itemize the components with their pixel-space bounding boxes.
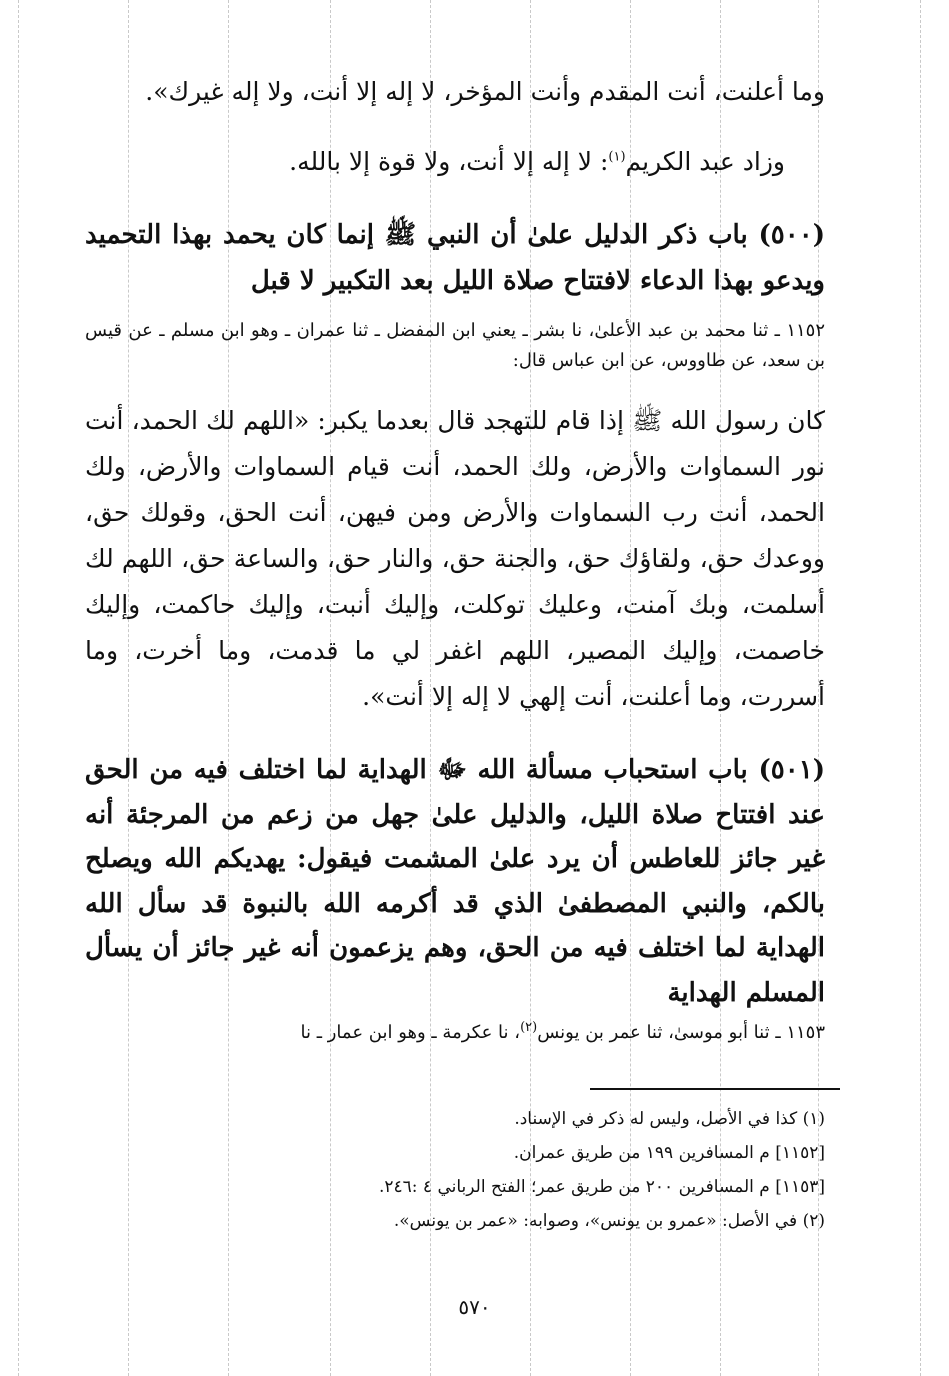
isnad-1153 bbox=[85, 1018, 825, 1048]
page-number: ٥٧٠ bbox=[458, 1295, 491, 1319]
footnote-1: (١) كذا في الأصل، وليس له ذكر في الإسناد. bbox=[514, 1109, 825, 1129]
footnote-separator bbox=[590, 1088, 840, 1090]
footnote-reference: (٢) bbox=[520, 1020, 538, 1035]
isnad-1153-text-cont: ، نا عكرمة ـ وهو ابن عمار ـ نا bbox=[300, 1022, 521, 1043]
continued-paragraph: وما أعلنت، أنت المقدم وأنت المؤخر، لا إله إلا أنت، ولا إله غيرك». bbox=[145, 77, 825, 106]
footnote-1152: [١١٥٢] م المسافرين ١٩٩ من طريق عمران. bbox=[513, 1143, 825, 1163]
footnote-2: (٢) في الأصل: «عمرو بن يونس»، وصوابه: «عمر بن يونس». bbox=[393, 1211, 825, 1231]
scan-guide-line bbox=[18, 0, 19, 1376]
footnotes bbox=[225, 1102, 825, 1238]
isnad-1152: ١١٥٢ ـ ثنا محمد بن عبد الأعلىٰ، نا بشر ـ يعني ابن المفضل ـ ثنا عمران ـ وهو ابن مسلم ـ عن قيس بن سعد، عن طاووس، عن ابن عباس قال: bbox=[85, 320, 825, 371]
footnote-1153: [١١٥٣] م المسافرين ٢٠٠ من طريق عمر؛ الفتح الرباني ٤ :٢٤٦. bbox=[378, 1177, 825, 1197]
addition-paragraph bbox=[85, 140, 825, 184]
footnote-reference: (١) bbox=[608, 149, 626, 165]
addition-text: وزاد عبد الكريم bbox=[625, 147, 785, 176]
addition-text-cont: : لا إله إلا أنت، ولا قوة إلا بالله. bbox=[289, 147, 609, 176]
chapter-heading-500: (٥٠٠) باب ذكر الدليل علىٰ أن النبي ﷺ إنما كان يحمد بهذا التحميد ويدعو بهذا الدعاء لافتتاح صلاة الليل بعد التكبير لا قبل bbox=[85, 220, 825, 296]
hadith-text-1152: كان رسول الله ﷺ إذا قام للتهجد قال بعدما يكبر: «اللهم لك الحمد، أنت نور السماوات والأرض، ولك الحمد، أنت قيام السماوات والأرض، ولك الحمد، أنت رب السماوات والأرض ومن فيهن، أنت الحق، وقولك حق، ووعدك حق، ولقاؤك حق، والجنة حق، والنار حق، والساعة حق، اللهم لك أسلمت، وبك آمنت، وعليك توكلت، وإليك أنبت، وإليك حاكمت، وإليك خاصمت، وإليك المصير، اللهم اغفر لي ما قدمت، وما أخرت، وما أسررت، وما أعلنت، أنت إلهي لا إله إلا أنت». bbox=[85, 406, 825, 711]
scan-guide-line bbox=[920, 0, 921, 1376]
isnad-1153-text: ١١٥٣ ـ ثنا أبو موسىٰ، ثنا عمر بن يونس bbox=[537, 1022, 825, 1043]
chapter-heading-501: (٥٠١) باب استحباب مسألة الله ﷻ الهداية لما اختلف فيه من الحق عند افتتاح صلاة الليل، والدليل علىٰ جهل من زعم من المرجئة أنه غير جائز للعاطس أن يرد علىٰ المشمت فيقول: يهديكم الله ويصلح بالكم، والنبي المصطفىٰ الذي قد أكرمه الله بالنبوة قد سأل الله الهداية لما اختلف فيه من الحق، وهم يزعمون أنه غير جائز أن يسأل المسلم الهداية bbox=[85, 755, 825, 1008]
